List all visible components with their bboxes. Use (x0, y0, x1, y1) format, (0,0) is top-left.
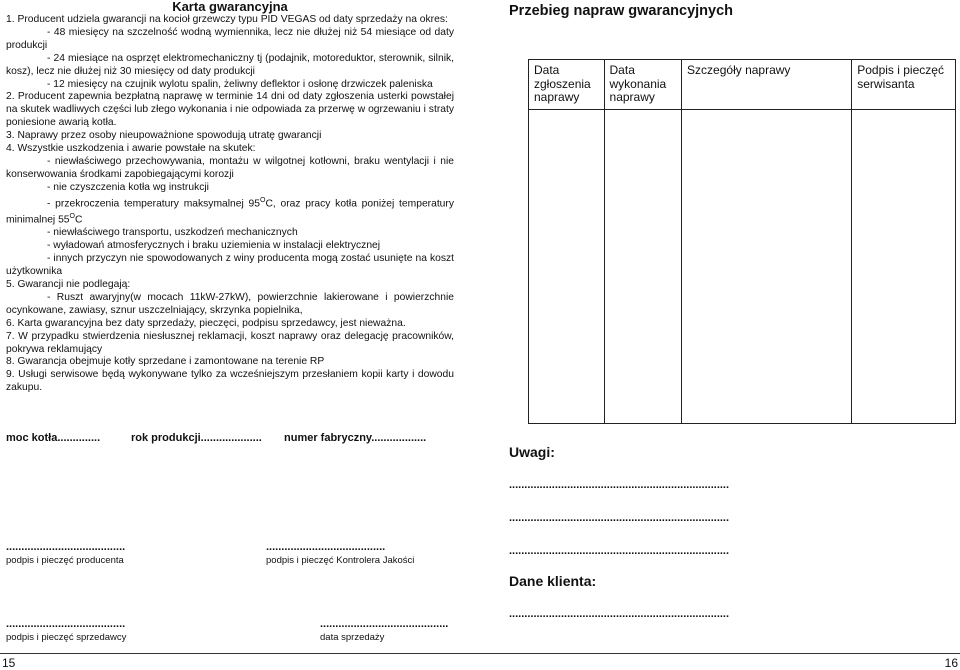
clause-1a: - 48 miesięcy na szczelność wodną wymiennika, lecz nie dłużej niż 54 miesiące od daty produkcji (6, 26, 454, 51)
clause-4b: - nie czyszczenia kotła wg instrukcji (47, 181, 209, 193)
remarks-label: Uwagi: (509, 444, 555, 460)
clause-1: 1. Producent udziela gwarancji na kocioł grzewczy typu PID VEGAS od daty sprzedaży na okres: (6, 14, 448, 25)
clause-1c: - 12 miesięcy na czujnik wylotu spalin, żeliwny deflektor i osłonę drzwiczek paleniska (47, 78, 433, 90)
clause-6: 6. Karta gwarancyjna bez daty sprzedaży, pieczęci, podpisu sprzedawcy, jest nieważna. (6, 317, 406, 329)
remarks-line-3: ........................................................................ (509, 545, 730, 557)
clause-4a: - niewłaściwego przechowywania, montażu w wilgotnej kotłowni, braku wentylacji i nie konserwowania środkami zapobiegającymi korozji (6, 155, 454, 180)
serial-number-field: numer fabryczny.................. (284, 432, 427, 444)
producer-signature-label: podpis i pieczęć producenta (6, 555, 124, 566)
remarks-line-2: ........................................................................ (509, 512, 730, 524)
producer-signature-line: ....................................... (6, 541, 126, 553)
page-number-right: 16 (944, 656, 958, 670)
clause-7: 7. W przypadku stwierdzenia niesłusznej reklamacji, koszt naprawy oraz delegację pracowników, pokrywa reklamujący (6, 330, 454, 355)
seller-signature-label: podpis i pieczęć sprzedawcy (6, 632, 127, 643)
clause-4e: - wyładowań atmosferycznych i braku uziemienia w instalacji elektrycznej (47, 240, 381, 252)
clause-4: 4. Wszystkie uszkodzenia i awarie powstałe na skutek: (6, 143, 256, 155)
controller-signature-label: podpis i pieczęć Kontrolera Jakości (266, 555, 415, 566)
sale-date-line: .......................................... (320, 618, 449, 630)
boiler-power-field: moc kotła.............. (6, 432, 101, 444)
warranty-text-column (6, 0, 454, 395)
repairs-table (528, 59, 956, 424)
customer-data-label: Dane klienta: (509, 573, 597, 589)
col-repair-details: Szczegóły naprawy (682, 60, 852, 110)
clause-5: 5. Gwarancji nie podlegają: (6, 278, 131, 290)
clause-5a: - Ruszt awaryjny(w mocach 11kW-27kW), powierzchnie lakierowane i powierzchnie ocynkowane, zawiasy, sznur uszczelniający, skrzynka popielnika, (6, 291, 454, 316)
clause-9: 9. Usługi serwisowe będą wykonywane tylko za wcześniejszym przesłaniem kopii karty i dowodu zakupu. (6, 369, 454, 394)
clause-3: 3. Naprawy przez osoby nieupoważnione spowodują utratę gwarancji (6, 130, 322, 142)
repairs-table-row (529, 109, 956, 424)
clause-8: 8. Gwarancja obejmuje kotły sprzedane i zamontowane na terenie RP (6, 356, 325, 368)
repairs-title: Przebieg napraw gwarancyjnych (509, 3, 734, 19)
clause-4d: - niewłaściwego transportu, uszkodzeń mechanicznych (47, 227, 298, 239)
clause-4c: - przekroczenia temperatury maksymalnej $95^OC$, oraz pracy kotła poniżej temperatury minimalnej $55^OC$ (6, 196, 454, 226)
sale-date-label: data sprzedaży (320, 632, 385, 643)
customer-data-line: ........................................................................ (509, 608, 730, 620)
remarks-line-1: ........................................................................ (509, 479, 730, 491)
controller-signature-line: ....................................... (266, 541, 386, 553)
page-title: Karta gwarancyjna (172, 0, 288, 14)
clause-1b: - 24 miesiące na osprzęt elektromechaniczny tj (podajnik, motoreduktor, sterownik, silnik, kosz), lecz nie dłużej niż 30 miesięcy od daty produkcji (6, 52, 454, 77)
production-year-field: rok produkcji.................... (131, 432, 262, 444)
footer-rule (0, 653, 960, 654)
page-number-left: 15 (2, 656, 16, 670)
col-technician-signature: Podpis i pieczęć serwisanta (852, 60, 956, 110)
repairs-table-header (529, 60, 956, 110)
clause-2: 2. Producent zapewnia bezpłatną naprawę w terminie 14 dni od daty zgłoszenia usterki powstałej na skutek wadliwych części lub złego wykonania i nie odpowiada za przerwę w ogrzewaniu i straty poniesione awarią kotła. (6, 91, 454, 129)
clause-4f: - innych przyczyn nie spowodowanych z winy producenta mogą zostać usunięte na koszt użytkownika (6, 253, 454, 278)
col-repair-date: Data wykonania naprawy (604, 60, 682, 110)
col-report-date: Data zgłoszenia naprawy (529, 60, 605, 110)
seller-signature-line: ....................................... (6, 618, 126, 630)
